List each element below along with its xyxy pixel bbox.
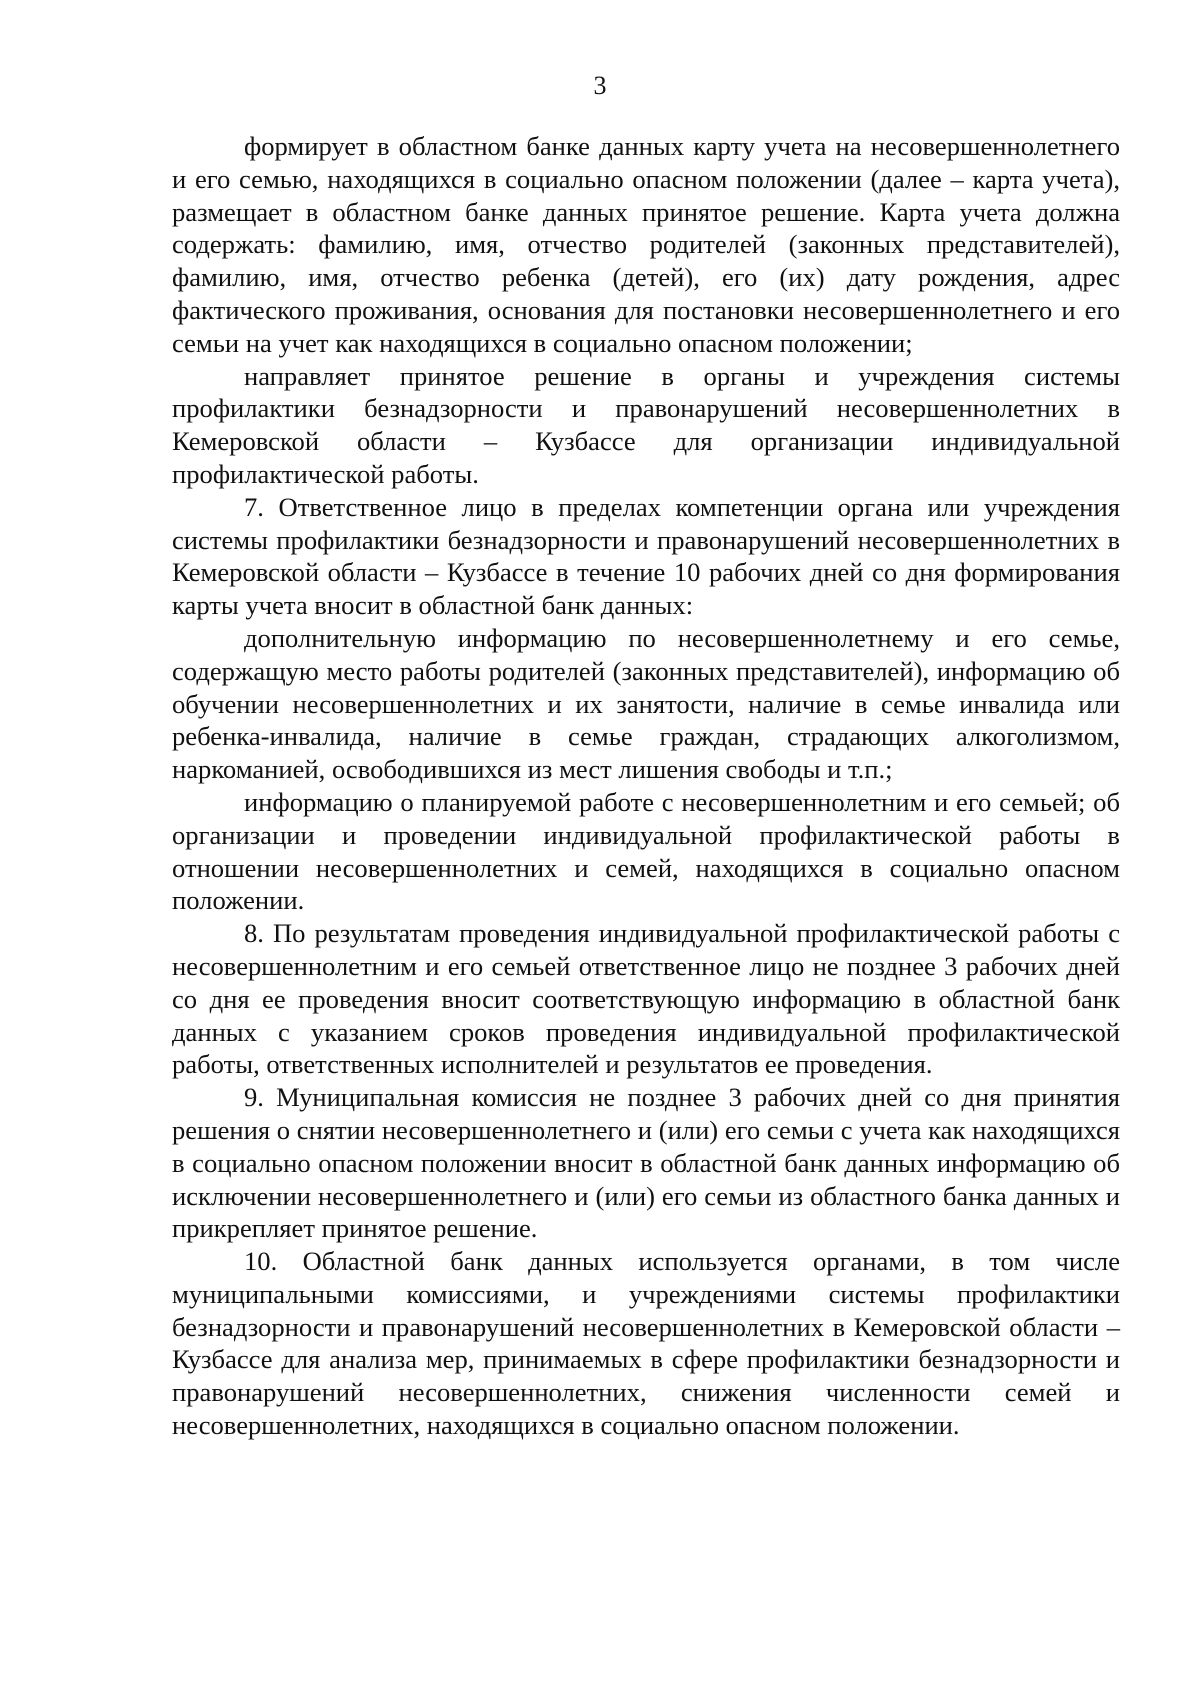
paragraph-item-7: 7. Ответственное лицо в пределах компетенции органа или учреждения системы профилактики безнадзорности и правонарушений несовершеннолетних в Кемеровской области – Кузбассе в течение 10 рабочих дней со дня формирования карты учета вносит в областной банк данных:	[172, 491, 1120, 621]
paragraph-card-formation: формирует в областном банке данных карту учета на несовершеннолетнего и его семью, находящихся в социально опасном положении (далее – карта учета), размещает в областном банке данных принятое решение. Карта учета должна содержать: фамилию, имя, отчество родителей (законных представителей), фамилию, имя, отчество ребенка (детей), его (их) дату рождения, адрес фактического проживания, основания для постановки несовершеннолетнего и его семьи на учет как находящихся в социально опасном положении;	[172, 131, 1120, 358]
paragraph-additional-info: дополнительную информацию по несовершеннолетнему и его семье, содержащую место работы родителей (законных представителей), информацию об обучении несовершеннолетних и их занятости, наличие в семье инвалида или ребенка-инвалида, наличие в семье граждан, страдающих алкоголизмом, наркоманией, освободившихся из мест лишения свободы и т.п.;	[172, 622, 1120, 785]
paragraph-item-9: 9. Муниципальная комиссия не позднее 3 рабочих дней со дня принятия решения о снятии несовершеннолетнего и (или) его семьи с учета как находящихся в социально опасном положении вносит в областной банк данных информацию об исключении несовершеннолетнего и (или) его семьи из областного банка данных и прикрепляет принятое решение.	[172, 1082, 1120, 1244]
paragraph-item-8: 8. По результатам проведения индивидуальной профилактической работы с несовершеннолетним и его семьей ответственное лицо не позднее 3 рабочих дней со дня ее проведения вносит соответствующую информацию в областной банк данных с указанием сроков проведения индивидуальной профилактической работы, ответственных исполнителей и результатов ее проведения.	[172, 918, 1120, 1080]
document-body	[172, 130, 1120, 1442]
paragraph-item-10: 10. Областной банк данных используется органами, в том числе муниципальными комиссиями, и учреждениями системы профилактики безнадзорности и правонарушений несовершеннолетних в Кемеровской области – Кузбассе для анализа мер, принимаемых в сфере профилактики безнадзорности и правонарушений несовершеннолетних, снижения численности семей и несовершеннолетних, находящихся в социально опасном положении.	[172, 1246, 1120, 1441]
paragraph-planned-work-info: информацию о планируемой работе с несовершеннолетним и его семьей; об организации и проведении индивидуальной профилактической работы в отношении несовершеннолетних и семей, находящихся в социально опасном положении.	[172, 786, 1120, 916]
paragraph-send-decision: направляет принятое решение в органы и учреждения системы профилактики безнадзорности и правонарушений несовершеннолетних в Кемеровской области – Кузбассе для организации индивидуальной профилактической работы.	[172, 360, 1120, 489]
page-number: 3	[593, 71, 607, 100]
